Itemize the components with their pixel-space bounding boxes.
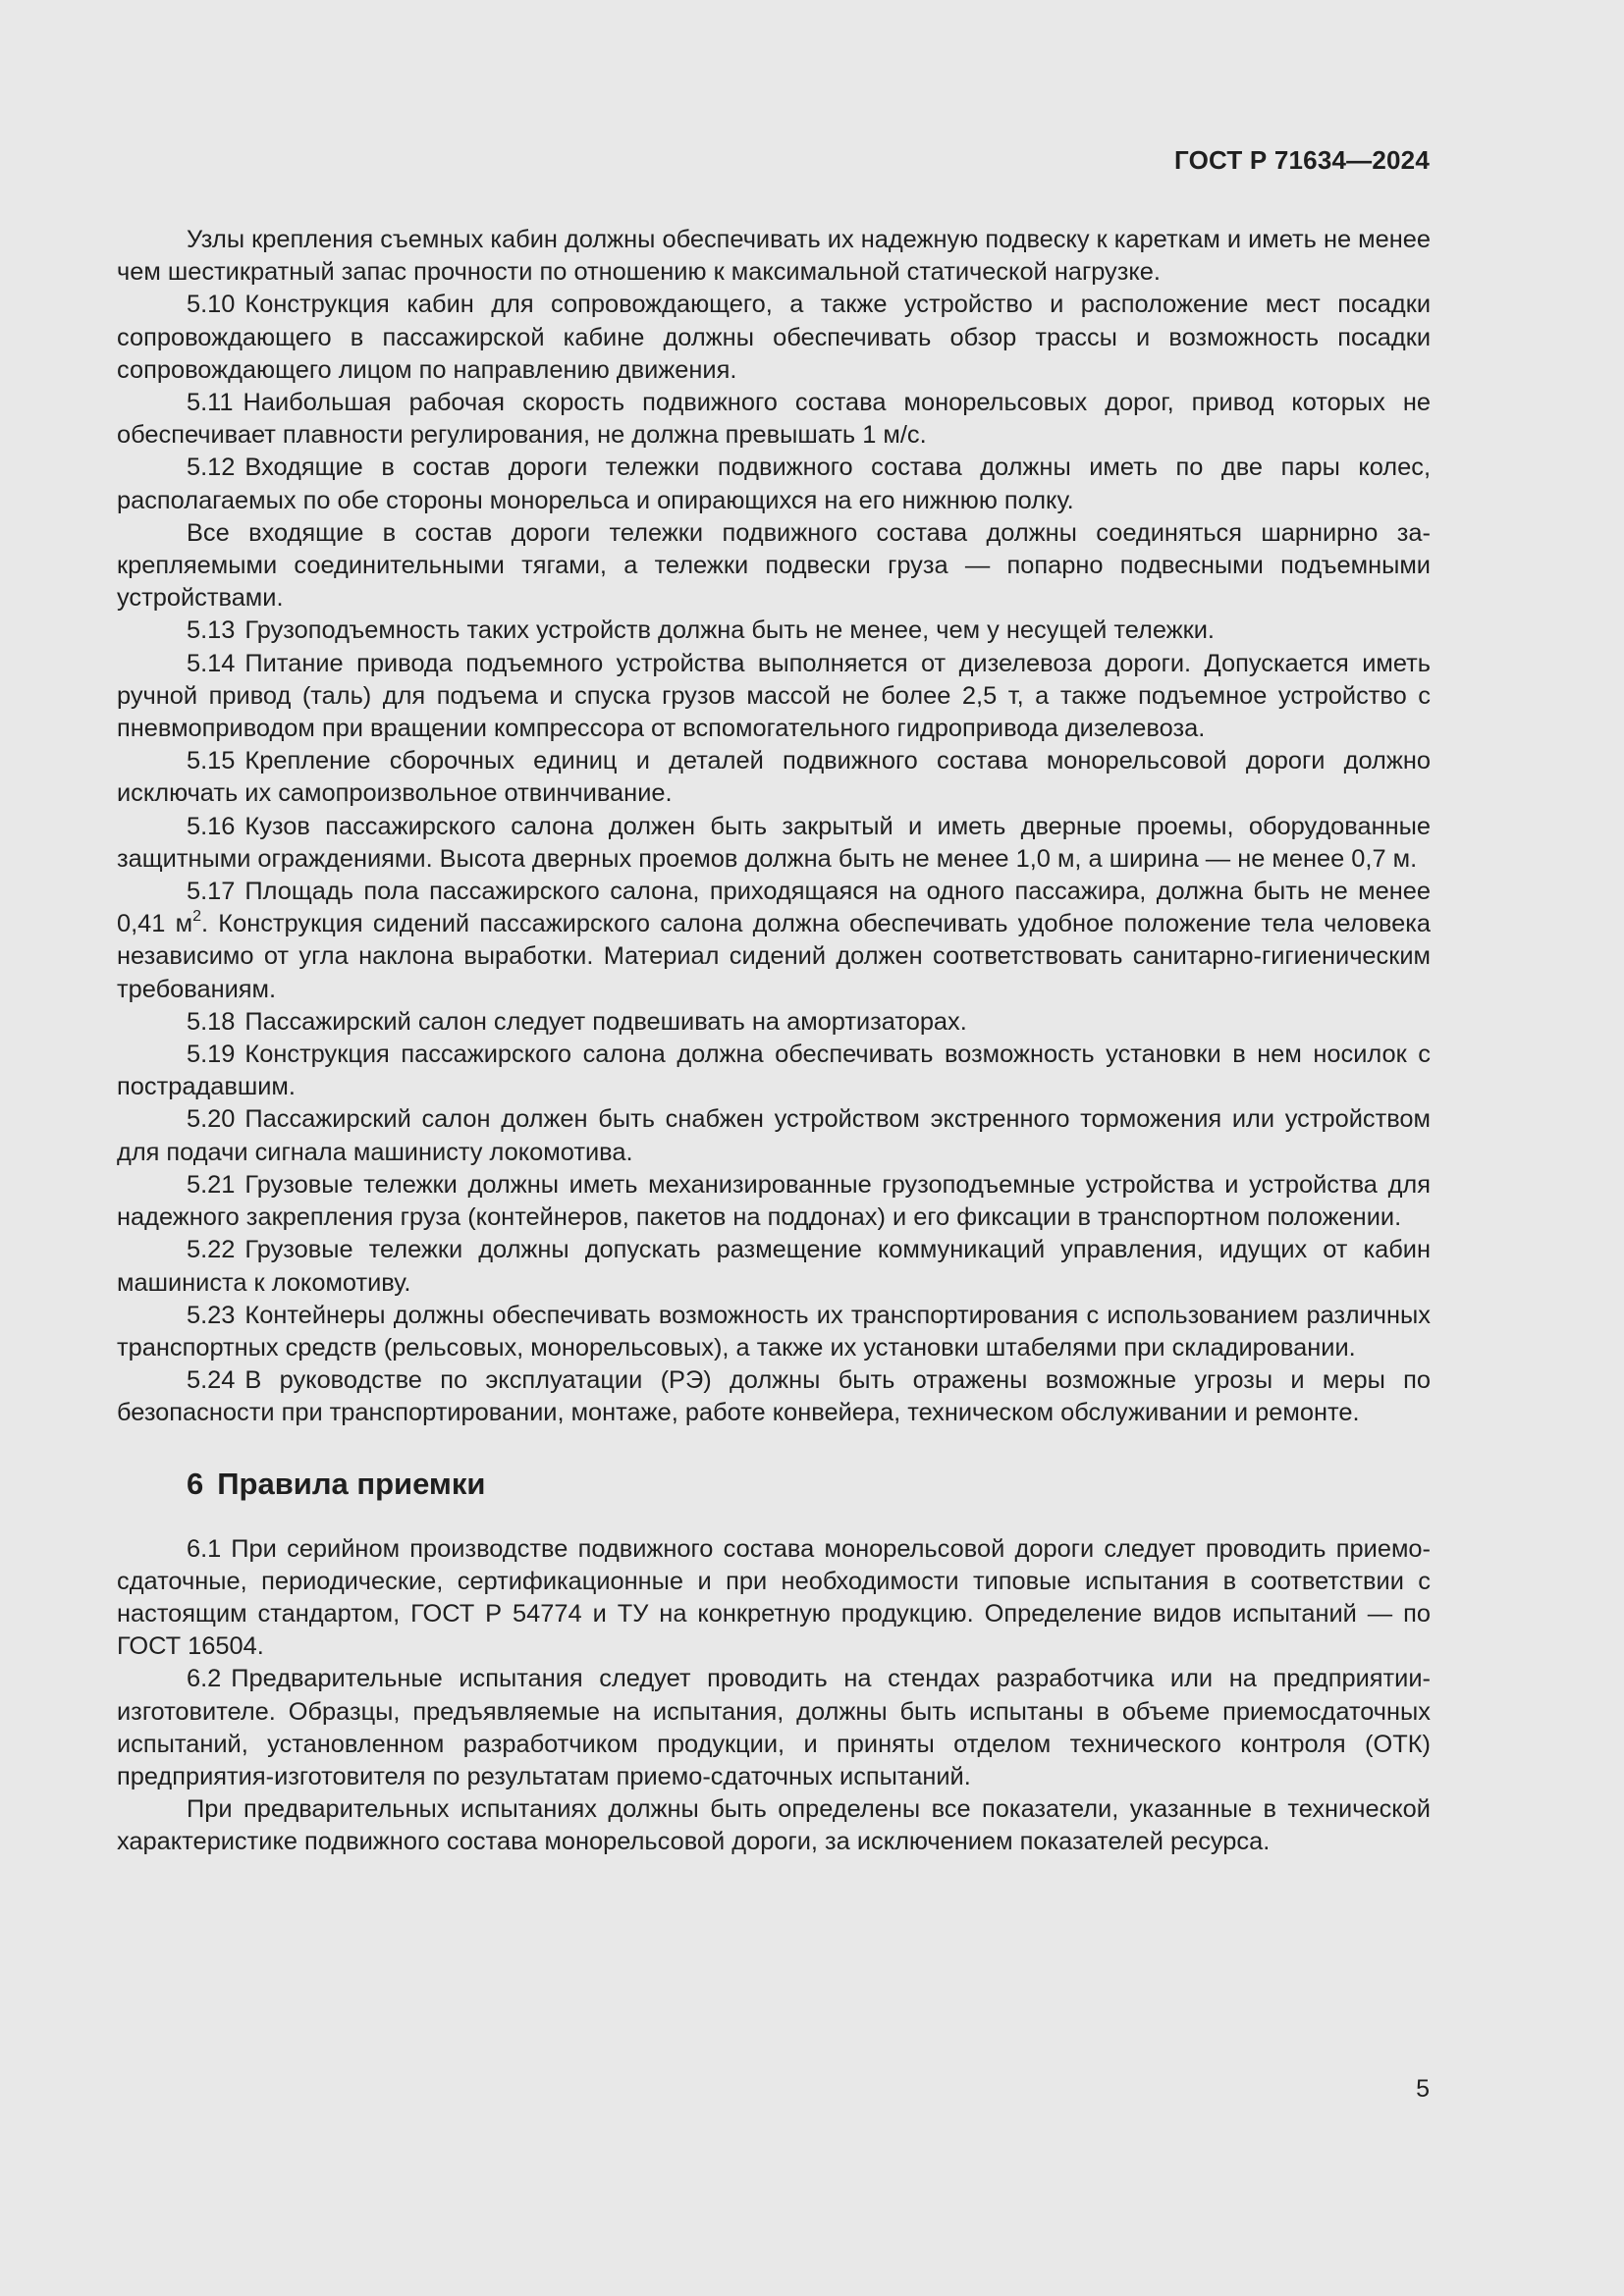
clause-5-22 <box>117 1234 1431 1299</box>
clause-5-17 <box>117 876 1431 1006</box>
document-header: ГОСТ Р 71634—2024 <box>1174 145 1430 175</box>
clause-number: 5.14 <box>187 649 236 677</box>
clause-5-18 <box>117 1006 1431 1039</box>
clause-6-1 <box>117 1533 1431 1664</box>
clause-5-23 <box>117 1300 1431 1364</box>
paragraph <box>117 517 1431 615</box>
clause-text: . Конструкция сидений пассажирского салона должна обеспечивать удобное положение тела человека независимо от угла наклона выработки. Материал сидений должен соответствовать санитарно-гигиеническим требованиям. <box>117 910 1432 1003</box>
section-number: 6 <box>187 1466 204 1501</box>
clause-text: В руководстве по эксплуатации (РЭ) должны быть отражены возможные угрозы и меры по безопасности при транспортировании, монтаже, работе конвейера, техническом обслуживании и ремонте. <box>117 1366 1431 1427</box>
clause-text: Питание привода подъемного устройства выполняется от дизелевоза дороги. Допускается иметь ручной привод (таль) для подъема и спуска грузов массой не более 2,5 т, а также подъемное устройство с пневмоприводом при вращении компрессора от вспомогательного гидропривода дизелевоза. <box>117 649 1431 743</box>
clause-number: 5.15 <box>187 747 236 775</box>
clause-text: Конструкция пассажирского салона должна обеспечивать возможность установки в нем носилок с пострадавшим. <box>117 1041 1431 1101</box>
page-number: 5 <box>1416 2075 1430 2103</box>
clause-5-15 <box>117 745 1431 810</box>
clause-number: 5.18 <box>187 1007 236 1036</box>
clause-text: Площадь пола пассажирского салона, приходящаяся на одного пассажира, должна быть не менее 0,41 м <box>117 878 1431 938</box>
clause-text: Грузовые тележки должны допускать размещение коммуникаций управления, идущих от кабин машиниста к локомотиву. <box>117 1236 1431 1297</box>
clause-number: 5.22 <box>187 1236 236 1264</box>
clause-number: 5.11 <box>187 389 234 417</box>
clause-text: Конструкция кабин для сопровождающего, а также устройство и расположение мест посадки сопровождающего в пассажирской кабине должны обеспечивать обзор трассы и возможность посадки сопровождающего лицом по направлению движения. <box>117 291 1431 384</box>
clause-text: Контейнеры должны обеспечивать возможность их транспортирования с использованием различных транспортных средств (рельсовых, монорельсовых), а также их установки штабелями при складировании. <box>117 1301 1431 1362</box>
paragraph-text: При предварительных испытаниях должны быть определены все показатели, указанные в технической характеристике подвижного состава монорельсовой дороги, за исключением показателей ресурса. <box>117 1795 1431 1856</box>
clause-text: Пассажирский салон должен быть снабжен устройством экстренного торможения или устройством для подачи сигнала машинисту локомотива. <box>117 1105 1431 1166</box>
clause-number: 5.13 <box>187 616 236 645</box>
paragraph-text: Все входящие в состав дороги тележки подвижного состава должны соединяться шарнирно закрепляемыми соединительными тягами, а тележки подвески груза — попарно подвесными подъемными устройствами. <box>117 518 1431 613</box>
clause-number: 6.1 <box>187 1534 222 1563</box>
clause-number: 5.19 <box>187 1041 236 1069</box>
clause-number: 6.2 <box>187 1665 222 1693</box>
clause-5-11 <box>117 387 1431 452</box>
clause-5-10 <box>117 289 1431 387</box>
clause-text: Крепление сборочных единиц и деталей подвижного состава монорельсовой дороги должно исключать их самопроизвольное отвинчивание. <box>117 747 1431 808</box>
paragraph <box>117 1793 1431 1858</box>
clause-text: Пассажирский салон следует подвешивать на амортизаторах. <box>244 1007 967 1036</box>
paragraph <box>117 224 1431 289</box>
document-body <box>117 224 1431 1859</box>
clause-text: При серийном производстве подвижного состава монорельсовой дороги следует проводить приемо-сдаточные, периодические, сертификационные и при необходимости типовые испытания в соответствии с настоящим стандартом, ГОСТ Р 54774 и ТУ на конкретную продукцию. Определение видов испытаний — по ГОСТ 16504. <box>117 1534 1431 1661</box>
clause-5-19 <box>117 1039 1431 1103</box>
clause-5-14 <box>117 648 1431 746</box>
clause-5-24 <box>117 1364 1431 1429</box>
clause-text: Предварительные испытания следует проводить на стендах разработчика или на предприятии-изготовителе. Образцы, предъявляемые на испытания, должны быть испытаны в объеме приемосдаточных испытаний, установленном разработчиком продукции, и приняты отделом технического контроля (ОТК) предприятия-изготовителя по результатам приемо-сдаточных испытаний. <box>117 1665 1431 1790</box>
clause-number: 5.20 <box>187 1105 236 1134</box>
clause-number: 5.12 <box>187 454 236 482</box>
clause-number: 5.21 <box>187 1170 236 1199</box>
clause-text: Грузовые тележки должны иметь механизированные грузоподъемные устройства и устройства для надежного закрепления груза (контейнеров, пакетов на поддонах) и его фиксации в транспортном положении. <box>117 1170 1431 1232</box>
clause-text: Грузоподъемность таких устройств должна быть не менее, чем у несущей тележки. <box>244 616 1215 645</box>
clause-5-12 <box>117 452 1431 516</box>
paragraph-text: Узлы крепления съемных кабин должны обеспечивать их надежную подвеску к кареткам и иметь не менее чем шестикратный запас прочности по отношению к максимальной статической нагрузке. <box>117 226 1431 287</box>
clause-number: 5.17 <box>187 878 236 906</box>
clause-5-20 <box>117 1103 1431 1168</box>
clause-number: 5.16 <box>187 812 236 840</box>
clause-text: Кузов пассажирского салона должен быть закрытый и иметь дверные проемы, оборудованные защитными ограждениями. Высота дверных проемов должна быть не менее 1,0 м, а ширина — не менее 0,7 м. <box>117 812 1431 873</box>
clause-5-13 <box>117 614 1431 647</box>
section-title-text: Правила приемки <box>217 1466 486 1501</box>
clause-5-21 <box>117 1169 1431 1234</box>
clause-5-16 <box>117 811 1431 876</box>
clause-text: Входящие в состав дороги тележки подвижного состава должны иметь по две пары колес, располагаемых по обе стороны монорельса и опирающихся на его нижнюю полку. <box>117 454 1431 514</box>
clause-number: 5.23 <box>187 1301 236 1329</box>
section-heading <box>117 1465 1431 1504</box>
superscript: 2 <box>192 908 202 926</box>
clause-number: 5.10 <box>187 291 236 319</box>
clause-text: Наибольшая рабочая скорость подвижного состава монорельсовых дорог, привод которых не обеспечивает плавности регулирования, не должна превышать 1 м/с. <box>117 389 1431 450</box>
clause-6-2 <box>117 1663 1431 1793</box>
clause-number: 5.24 <box>187 1366 236 1395</box>
